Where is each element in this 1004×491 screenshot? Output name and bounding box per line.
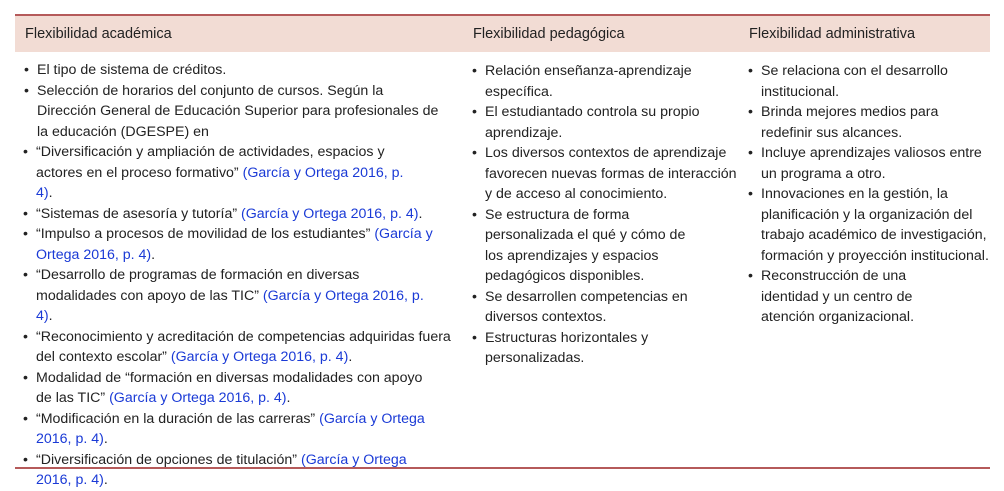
list-item: • Se estructura de forma personalizada el qué y cómo de los aprendizajes y espacios pedagógicos disponibles. — [471, 205, 700, 287]
list-item: • Se desarrollen competencias en diversos contextos. — [471, 287, 730, 328]
header-academica: Flexibilidad académica — [25, 26, 172, 42]
list-item: • El estudiantado controla su propio aprendizaje. — [471, 102, 715, 143]
citation-link[interactable]: (García y Ortega 2016, p. 4) — [36, 226, 433, 263]
list-item: • Incluye aprendizajes valiosos entre un programa a otro. — [747, 143, 983, 184]
list-item: • Los diversos contextos de aprendizaje favorecen nuevas formas de interacción y de acceso al conocimiento. — [471, 143, 737, 205]
sub-list-item: • “Modificación en la duración de las carreras” (García y Ortega 2016, p. 4). — [23, 409, 463, 450]
citation-link[interactable]: (García y Ortega 2016, p. 4) — [109, 390, 287, 406]
list-item: • Relación enseñanza-aprendizaje específica. — [471, 61, 715, 102]
list-item: • Brinda mejores medios para redefinir sus alcances. — [747, 102, 979, 143]
column-academica — [23, 61, 463, 491]
list-item: • El tipo de sistema de créditos. — [23, 60, 463, 81]
sub-list-item: • “Impulso a procesos de movilidad de los estudiantes” (García y Ortega 2016, p. 4). — [23, 224, 463, 265]
list-item: • Estructuras horizontales y personalizadas. — [471, 328, 685, 369]
list-item: • Se relaciona con el desarrollo institucional. — [747, 61, 979, 102]
column-pedagogica — [471, 61, 741, 369]
sub-list-item: • “Sistemas de asesoría y tutoría” (García y Ortega 2016, p. 4). — [23, 204, 463, 225]
citation-link[interactable]: (García y Ortega 2016, p. 4) — [36, 287, 424, 324]
header-pedagogica: Flexibilidad pedagógica — [473, 26, 625, 42]
header-administrativa: Flexibilidad administrativa — [749, 26, 916, 42]
pedagogica-list — [471, 61, 741, 369]
table-header-row — [15, 16, 990, 52]
list-item: • Innovaciones en la gestión, la planificación y la organización del trabajo académico de investigación, formación y proyección institucional. — [747, 184, 991, 266]
sub-list-item: • “Diversificación y ampliación de actividades, espacios y actores en el proceso formativo” (García y Ortega 2016, p. 4). — [23, 142, 416, 204]
list-item: • Selección de horarios del conjunto de cursos. Según la Dirección General de Educación Superior para profesionales de la educación (DGESPE) en — [23, 81, 442, 143]
sub-list-item: • “Reconocimiento y acreditación de competencias adquiridas fuera del contexto escolar” (García y Ortega 2016, p. 4). — [23, 327, 463, 368]
administrativa-list — [747, 61, 987, 328]
citation-link[interactable]: (García y Ortega 2016, p. 4) — [241, 205, 419, 222]
citation-link[interactable]: (García y Ortega 2016, p. 4) — [36, 451, 407, 488]
sub-list-item: • “Diversificación de opciones de titulación” (García y Ortega 2016, p. 4). — [23, 450, 436, 491]
citation-link[interactable]: (García y Ortega 2016, p. 4) — [36, 410, 425, 447]
table-bottom-rule — [15, 467, 990, 469]
academica-list — [23, 60, 463, 142]
column-administrativa — [747, 61, 987, 328]
citation-link[interactable]: (García y Ortega 2016, p. 4) — [36, 164, 404, 201]
sub-list-item: • Modalidad de “formación en diversas modalidades con apoyo de las TIC” (García y Ortega 2016, p. 4). — [23, 368, 426, 409]
citation-link[interactable]: (García y Ortega 2016, p. 4) — [170, 349, 349, 365]
sub-list-item: • “Desarrollo de programas de formación en diversas modalidades con apoyo de las TIC” (García y Ortega 2016, p. 4). — [23, 265, 431, 327]
list-item: • Reconstrucción de una identidad y un centro de atención organizacional. — [747, 266, 961, 328]
academica-sublist — [23, 142, 463, 491]
